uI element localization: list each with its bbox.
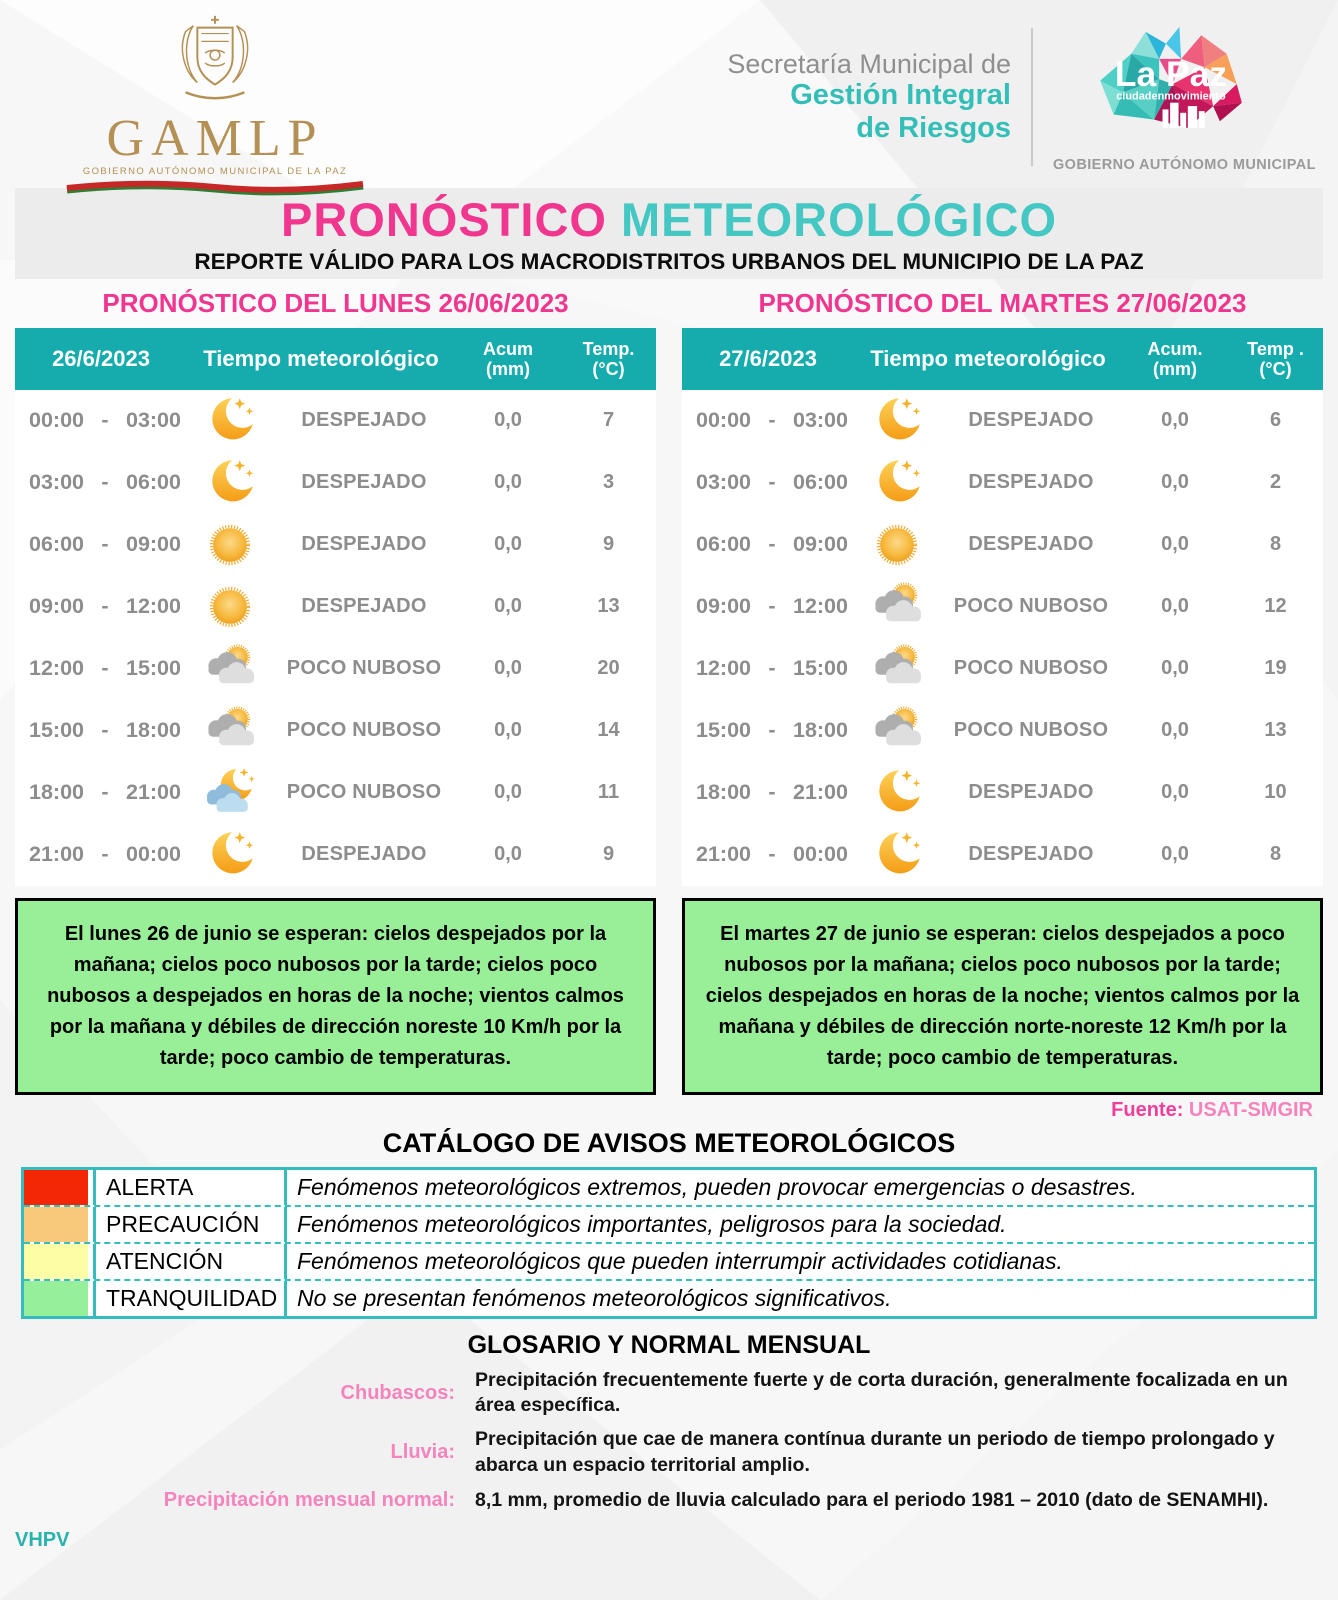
time-end: 09:00 bbox=[125, 532, 181, 557]
alert-color-swatch bbox=[24, 1207, 88, 1242]
forecast-panel-tuesday bbox=[682, 281, 1323, 1095]
source-line bbox=[15, 1095, 1323, 1124]
alert-description: Fenómenos meteorológicos extremos, pueden provocar emergencias o desastres. bbox=[284, 1170, 1314, 1205]
time-range bbox=[15, 594, 187, 619]
time-end: 06:00 bbox=[792, 470, 848, 495]
sun-cloud-icon bbox=[854, 643, 940, 695]
condition-label: DESPEJADO bbox=[968, 409, 1094, 432]
alert-description: Fenómenos meteorológicos que pueden interrumpir actividades cotidianas. bbox=[284, 1244, 1314, 1279]
time-dash: - bbox=[768, 780, 776, 805]
temp-value: 8 bbox=[1269, 843, 1282, 866]
secretaria-wordmark bbox=[727, 49, 1011, 144]
acum-value: 0,0 bbox=[494, 719, 522, 742]
sun-cloud-icon bbox=[187, 705, 273, 757]
catalog-row bbox=[24, 1281, 1314, 1316]
forecast-row bbox=[682, 514, 1323, 576]
glossary-entry bbox=[15, 1368, 1323, 1419]
source-value: USAT-SMGIR bbox=[1188, 1098, 1313, 1121]
time-start: 15:00 bbox=[29, 718, 84, 743]
time-end: 03:00 bbox=[792, 408, 848, 433]
time-end: 15:00 bbox=[125, 656, 181, 681]
alert-color-swatch bbox=[24, 1281, 88, 1316]
glossary-entry bbox=[15, 1427, 1323, 1478]
forecast-row bbox=[682, 390, 1323, 452]
gamlp-crest-icon bbox=[156, 10, 274, 112]
time-dash: - bbox=[768, 656, 776, 681]
time-end: 21:00 bbox=[792, 780, 848, 805]
acum-value: 0,0 bbox=[1161, 657, 1189, 680]
time-end: 09:00 bbox=[792, 532, 848, 557]
time-start: 09:00 bbox=[696, 594, 751, 619]
time-end: 12:00 bbox=[792, 594, 848, 619]
time-start: 06:00 bbox=[696, 532, 751, 557]
time-start: 12:00 bbox=[696, 656, 751, 681]
sun-cloud-icon bbox=[854, 705, 940, 757]
time-start: 00:00 bbox=[29, 408, 84, 433]
time-dash: - bbox=[101, 718, 109, 743]
glossary-term: Chubascos: bbox=[340, 1381, 455, 1404]
acum-value: 0,0 bbox=[1161, 595, 1189, 618]
time-start: 09:00 bbox=[29, 594, 84, 619]
acum-value: 0,0 bbox=[494, 533, 522, 556]
forecast-table bbox=[682, 328, 1323, 886]
alert-level-label: TRANQUILIDAD bbox=[93, 1281, 284, 1316]
forecast-table bbox=[15, 328, 656, 886]
page-subtitle: REPORTE VÁLIDO PARA LOS MACRODISTRITOS URBANOS DEL MUNICIPIO DE LA PAZ bbox=[15, 246, 1323, 279]
time-dash: - bbox=[768, 842, 776, 867]
acum-value: 0,0 bbox=[1161, 843, 1189, 866]
page-title-part2: METEOROLÓGICO bbox=[621, 193, 1058, 246]
lapaz-caption: GOBIERNO AUTÓNOMO MUNICIPAL bbox=[1053, 157, 1316, 173]
header-divider bbox=[1031, 28, 1033, 166]
forecast-summary-box bbox=[15, 898, 656, 1095]
sun-cloud-icon bbox=[187, 643, 273, 695]
condition-label: DESPEJADO bbox=[968, 533, 1094, 556]
time-dash: - bbox=[101, 842, 109, 867]
forecast-row bbox=[682, 452, 1323, 514]
column-acum: Acum (mm) bbox=[482, 338, 533, 379]
condition-label: POCO NUBOSO bbox=[286, 719, 442, 742]
gamlp-logo bbox=[60, 6, 370, 196]
time-range bbox=[682, 718, 854, 743]
catalog-table bbox=[21, 1167, 1317, 1319]
temp-value: 3 bbox=[602, 471, 615, 494]
forecast-row bbox=[682, 700, 1323, 762]
alert-color-swatch bbox=[24, 1244, 88, 1279]
time-dash: - bbox=[768, 532, 776, 557]
glossary-list bbox=[15, 1368, 1323, 1514]
acum-value: 0,0 bbox=[494, 471, 522, 494]
forecast-row bbox=[15, 824, 656, 886]
gamlp-caption: GOBIERNO AUTÓNOMO MUNICIPAL DE LA PAZ bbox=[82, 166, 348, 178]
time-start: 15:00 bbox=[696, 718, 751, 743]
condition-label: POCO NUBOSO bbox=[953, 657, 1109, 680]
source-label: Fuente: bbox=[1111, 1098, 1184, 1121]
secretaria-line3: de Riesgos bbox=[856, 111, 1011, 144]
time-end: 06:00 bbox=[125, 470, 181, 495]
time-range bbox=[15, 470, 187, 495]
condition-label: POCO NUBOSO bbox=[953, 595, 1109, 618]
time-range bbox=[682, 842, 854, 867]
time-range bbox=[15, 408, 187, 433]
temp-value: 19 bbox=[1264, 657, 1287, 680]
moon-icon bbox=[187, 829, 273, 881]
temp-value: 10 bbox=[1264, 781, 1287, 804]
forecast-row bbox=[682, 762, 1323, 824]
forecast-row bbox=[682, 824, 1323, 886]
time-end: 00:00 bbox=[792, 842, 848, 867]
acum-value: 0,0 bbox=[1161, 533, 1189, 556]
acum-value: 0,0 bbox=[494, 657, 522, 680]
catalog-row bbox=[24, 1207, 1314, 1244]
header-right bbox=[727, 20, 1316, 173]
moon-icon bbox=[854, 767, 940, 819]
column-weather: Tiempo meteorológico bbox=[203, 345, 439, 371]
time-range bbox=[15, 656, 187, 681]
catalog-title: CATÁLOGO DE AVISOS METEOROLÓGICOS bbox=[382, 1127, 956, 1158]
glossary-entry bbox=[15, 1487, 1323, 1514]
time-start: 03:00 bbox=[29, 470, 84, 495]
time-range bbox=[15, 842, 187, 867]
alert-level-label: PRECAUCIÓN bbox=[93, 1207, 284, 1242]
forecast-table-body bbox=[682, 390, 1323, 886]
forecast-summary-box bbox=[682, 898, 1323, 1095]
temp-value: 20 bbox=[597, 657, 620, 680]
page-title-part1: PRONÓSTICO bbox=[280, 193, 607, 246]
condition-label: POCO NUBOSO bbox=[286, 781, 442, 804]
forecast-row bbox=[15, 514, 656, 576]
acum-value: 0,0 bbox=[494, 843, 522, 866]
time-start: 00:00 bbox=[696, 408, 751, 433]
condition-label: POCO NUBOSO bbox=[286, 657, 442, 680]
forecast-row bbox=[15, 390, 656, 452]
time-end: 15:00 bbox=[792, 656, 848, 681]
page-title bbox=[15, 188, 1323, 246]
time-dash: - bbox=[101, 780, 109, 805]
time-dash: - bbox=[101, 532, 109, 557]
time-end: 18:00 bbox=[792, 718, 848, 743]
moon-cloud-icon bbox=[187, 767, 273, 819]
time-range bbox=[682, 408, 854, 433]
column-acum: Acum. (mm) bbox=[1147, 338, 1203, 379]
time-range bbox=[15, 780, 187, 805]
temp-value: 12 bbox=[1264, 595, 1287, 618]
forecast-row bbox=[682, 638, 1323, 700]
sun-cloud-icon bbox=[854, 581, 940, 633]
catalog-row bbox=[24, 1170, 1314, 1207]
condition-label: DESPEJADO bbox=[301, 843, 427, 866]
lapaz-logo-subtitle: ciudadenmovimiento bbox=[1115, 90, 1226, 103]
forecast-columns bbox=[15, 281, 1323, 1095]
time-range bbox=[15, 532, 187, 557]
temp-value: 9 bbox=[602, 843, 615, 866]
column-temp: Temp . (°C) bbox=[1247, 338, 1304, 379]
sun-icon bbox=[187, 581, 273, 633]
acum-value: 0,0 bbox=[1161, 719, 1189, 742]
temp-value: 9 bbox=[602, 533, 615, 556]
moon-icon bbox=[854, 829, 940, 881]
temp-value: 6 bbox=[1269, 409, 1282, 432]
time-dash: - bbox=[101, 656, 109, 681]
time-range bbox=[682, 780, 854, 805]
condition-label: DESPEJADO bbox=[968, 471, 1094, 494]
condition-label: POCO NUBOSO bbox=[953, 719, 1109, 742]
time-dash: - bbox=[768, 594, 776, 619]
time-range bbox=[682, 470, 854, 495]
forecast-panel-monday bbox=[15, 281, 656, 1095]
time-start: 18:00 bbox=[29, 780, 84, 805]
column-temp: Temp. (°C) bbox=[582, 338, 635, 379]
secretaria-line2: Gestión Integral bbox=[790, 79, 1011, 112]
condition-label: DESPEJADO bbox=[301, 533, 427, 556]
glossary-definition: Precipitación frecuentemente fuerte y de corta duración, generalmente focalizada en un área específica. bbox=[475, 1368, 1288, 1417]
time-range bbox=[15, 718, 187, 743]
alert-description: Fenómenos meteorológicos importantes, peligrosos para la sociedad. bbox=[284, 1207, 1314, 1242]
temp-value: 2 bbox=[1269, 471, 1282, 494]
alert-description: No se presentan fenómenos meteorológicos significativos. bbox=[284, 1281, 1314, 1316]
condition-label: DESPEJADO bbox=[968, 843, 1094, 866]
gamlp-acronym: GAMLP bbox=[106, 110, 324, 167]
forecast-summary-text: El lunes 26 de junio se esperan: cielos despejados por la mañana; cielos poco nubosos por la tarde; cielos poco nubosos a despejados en horas de la noche; vientos calmos por la mañana y débiles de dirección noreste 10 Km/h por la tarde; poco cambio de temperaturas. bbox=[47, 922, 624, 1069]
time-start: 21:00 bbox=[29, 842, 84, 867]
glossary-term: Precipitación mensual normal: bbox=[163, 1489, 455, 1512]
time-range bbox=[682, 594, 854, 619]
alert-level-label: ATENCIÓN bbox=[93, 1244, 284, 1279]
forecast-row bbox=[15, 700, 656, 762]
time-start: 18:00 bbox=[696, 780, 751, 805]
time-end: 00:00 bbox=[125, 842, 181, 867]
sun-icon bbox=[854, 519, 940, 571]
time-end: 12:00 bbox=[125, 594, 181, 619]
time-start: 21:00 bbox=[696, 842, 751, 867]
temp-value: 8 bbox=[1269, 533, 1282, 556]
lapaz-logo-icon bbox=[1066, 20, 1281, 155]
temp-value: 7 bbox=[602, 409, 615, 432]
time-dash: - bbox=[101, 408, 109, 433]
temp-value: 13 bbox=[1264, 719, 1287, 742]
secretaria-line1: Secretaría Municipal de bbox=[727, 48, 1011, 79]
forecast-table-header bbox=[15, 328, 656, 390]
condition-label: DESPEJADO bbox=[968, 781, 1094, 804]
glossary-title: GLOSARIO Y NORMAL MENSUAL bbox=[467, 1330, 871, 1359]
time-dash: - bbox=[101, 594, 109, 619]
alert-color-swatch bbox=[24, 1170, 88, 1205]
forecast-section-title: PRONÓSTICO DEL MARTES 27/06/2023 bbox=[758, 287, 1247, 318]
forecast-row bbox=[15, 638, 656, 700]
acum-value: 0,0 bbox=[494, 595, 522, 618]
acum-value: 0,0 bbox=[494, 409, 522, 432]
acum-value: 0,0 bbox=[494, 781, 522, 804]
forecast-row bbox=[15, 576, 656, 638]
forecast-row bbox=[15, 762, 656, 824]
temp-value: 13 bbox=[597, 595, 620, 618]
moon-icon bbox=[854, 457, 940, 509]
time-start: 12:00 bbox=[29, 656, 84, 681]
lapaz-logo-title: La Paz bbox=[1114, 53, 1227, 94]
forecast-summary-text: El martes 27 de junio se esperan: cielos despejados a poco nubosos por la mañana; cielos poco nubosos por la tarde; cielos despejados en horas de la noche; vientos calmos por la mañana y débiles de dirección norte-noreste 12 Km/h por la tarde; poco cambio de temperaturas. bbox=[705, 922, 1300, 1069]
sun-icon bbox=[187, 519, 273, 571]
moon-icon bbox=[187, 395, 273, 447]
forecast-table-header bbox=[682, 328, 1323, 390]
acum-value: 0,0 bbox=[1161, 471, 1189, 494]
acum-value: 0,0 bbox=[1161, 409, 1189, 432]
column-date: 26/6/2023 bbox=[52, 345, 150, 371]
time-end: 21:00 bbox=[125, 780, 181, 805]
lapaz-logo bbox=[1053, 20, 1316, 173]
glossary-definition: Precipitación que cae de manera contínua durante un periodo de tiempo prolongado y abarca un espacio territorial amplio. bbox=[475, 1428, 1275, 1476]
forecast-row bbox=[15, 452, 656, 514]
time-start: 06:00 bbox=[29, 532, 84, 557]
temp-value: 11 bbox=[597, 781, 620, 804]
time-end: 18:00 bbox=[125, 718, 181, 743]
time-range bbox=[682, 532, 854, 557]
time-start: 03:00 bbox=[696, 470, 751, 495]
catalog-row bbox=[24, 1244, 1314, 1281]
time-dash: - bbox=[768, 470, 776, 495]
footer-initials: VHPV bbox=[15, 1529, 70, 1552]
forecast-row bbox=[682, 576, 1323, 638]
temp-value: 14 bbox=[597, 719, 620, 742]
alert-level-label: ALERTA bbox=[93, 1170, 284, 1205]
time-end: 03:00 bbox=[125, 408, 181, 433]
glossary-term: Lluvia: bbox=[390, 1441, 455, 1464]
acum-value: 0,0 bbox=[1161, 781, 1189, 804]
glossary-definition: 8,1 mm, promedio de lluvia calculado para el periodo 1981 – 2010 (dato de SENAMHI). bbox=[475, 1488, 1269, 1511]
time-dash: - bbox=[101, 470, 109, 495]
time-range bbox=[682, 656, 854, 681]
condition-label: DESPEJADO bbox=[301, 409, 427, 432]
column-date: 27/6/2023 bbox=[719, 345, 817, 371]
time-dash: - bbox=[768, 718, 776, 743]
column-weather: Tiempo meteorológico bbox=[870, 345, 1106, 371]
forecast-table-body bbox=[15, 390, 656, 886]
moon-icon bbox=[187, 457, 273, 509]
header bbox=[15, 0, 1323, 188]
time-dash: - bbox=[768, 408, 776, 433]
forecast-section-title: PRONÓSTICO DEL LUNES 26/06/2023 bbox=[102, 287, 569, 318]
condition-label: DESPEJADO bbox=[301, 471, 427, 494]
condition-label: DESPEJADO bbox=[301, 595, 427, 618]
moon-icon bbox=[854, 395, 940, 447]
